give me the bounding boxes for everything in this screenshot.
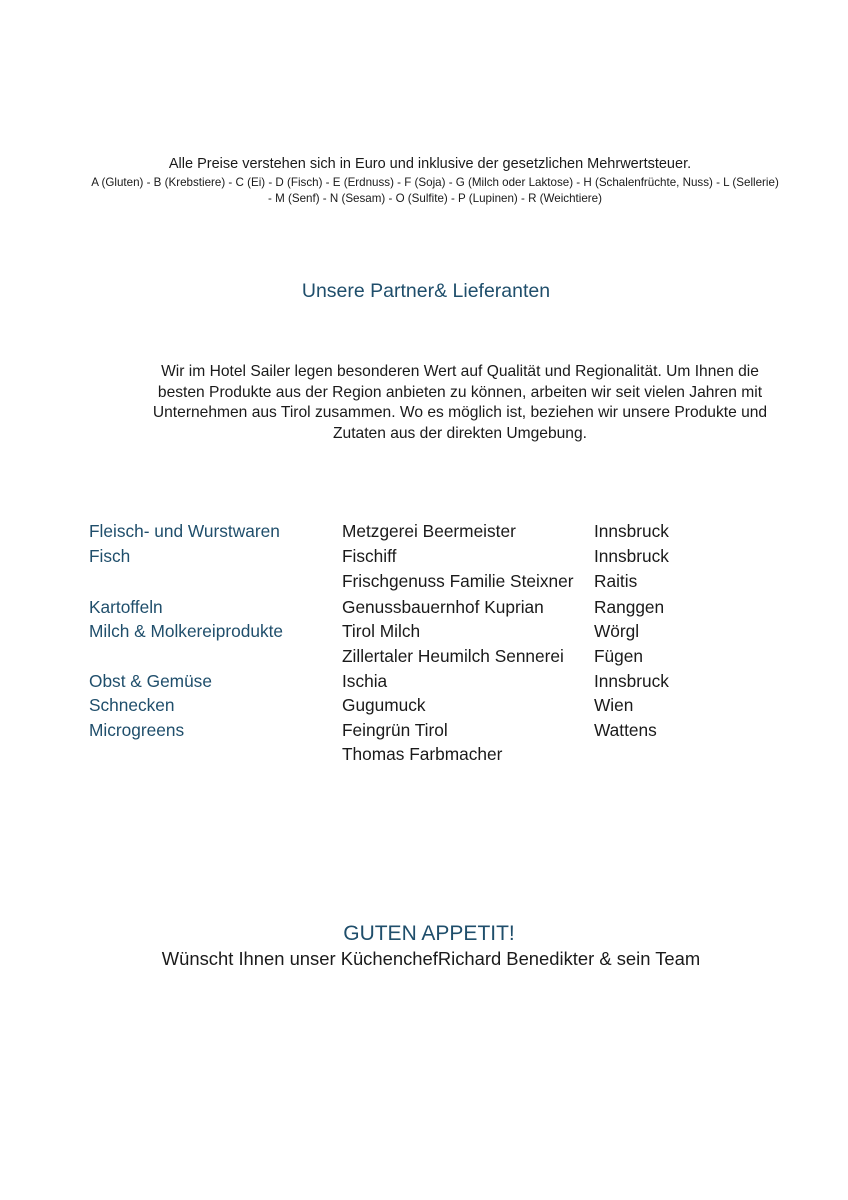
partner-row <box>0 669 848 693</box>
partner-row <box>0 693 848 717</box>
partner-supplier: Gugumuck <box>342 695 426 715</box>
partner-location: Innsbruck <box>594 671 669 691</box>
prices-note: Alle Preise verstehen sich in Euro und inklusive der gesetzlichen Mehrwertsteuer. <box>168 156 692 172</box>
partner-row <box>0 544 848 568</box>
partner-location: Innsbruck <box>594 521 669 541</box>
partner-supplier: Genussbauernhof Kuprian <box>342 597 544 617</box>
partners-title: Unsere Partner& Lieferanten <box>301 280 551 302</box>
partner-row <box>0 595 848 619</box>
partner-category: Milch & Molkereiprodukte <box>89 621 284 641</box>
partner-category: Schnecken <box>89 695 175 715</box>
partner-category: Kartoffeln <box>89 597 163 617</box>
partner-supplier: Ischia <box>342 671 388 691</box>
closing-headline: GUTEN APPETIT! <box>343 922 515 945</box>
partner-row <box>0 644 848 668</box>
partner-row <box>0 569 848 593</box>
partner-location: Wattens <box>594 720 657 740</box>
partners-intro: Wir im Hotel Sailer legen besonderen Wert auf Qualität und Regionalität. Um Ihnen die besten Produkte aus der Region anbieten zu können, arbeiten wir seit vielen Jahren mit Unternehmen aus Tirol zusammen. Wo es möglich ist, beziehen wir unsere Produkte und Zutaten aus der direkten Umgebung. <box>152 363 768 442</box>
closing-wish: Wünscht Ihnen unser KüchenchefRichard Benedikter & sein Team <box>161 948 701 969</box>
partner-category: Fleisch- und Wurstwaren <box>89 521 280 541</box>
partner-supplier: Thomas Farbmacher <box>342 744 503 764</box>
partner-supplier: Zillertaler Heumilch Sennerei <box>342 646 564 666</box>
partner-location: Fügen <box>594 646 644 666</box>
partner-supplier: Tirol Milch <box>342 621 421 641</box>
partner-supplier: Feingrün Tirol <box>342 720 448 740</box>
partner-row <box>0 619 848 643</box>
allergen-legend: A (Gluten) - B (Krebstiere) - C (Ei) - D (Fisch) - E (Erdnuss) - F (Soja) - G (Milch oder Laktose) - H (Schalenfrüchte, Nuss) - L (Sellerie) - M (Senf) - N (Sesam) - O (Sulfite) - P (Lupinen) - R (Weichtiere) <box>91 176 779 205</box>
partner-location: Ranggen <box>594 597 665 617</box>
partner-supplier: Metzgerei Beermeister <box>342 521 516 541</box>
partner-category: Fisch <box>89 546 131 566</box>
partner-supplier: Frischgenuss Familie Steixner <box>342 571 574 591</box>
partner-location: Wörgl <box>594 621 640 641</box>
partner-supplier: Fischiff <box>342 546 397 566</box>
partner-location: Raitis <box>594 571 638 591</box>
partner-location: Wien <box>594 695 634 715</box>
partner-category: Microgreens <box>89 720 185 740</box>
partner-row <box>0 519 848 543</box>
partner-location: Innsbruck <box>594 546 669 566</box>
partner-category: Obst & Gemüse <box>89 671 212 691</box>
partner-row <box>0 718 848 742</box>
partner-row <box>0 742 848 766</box>
